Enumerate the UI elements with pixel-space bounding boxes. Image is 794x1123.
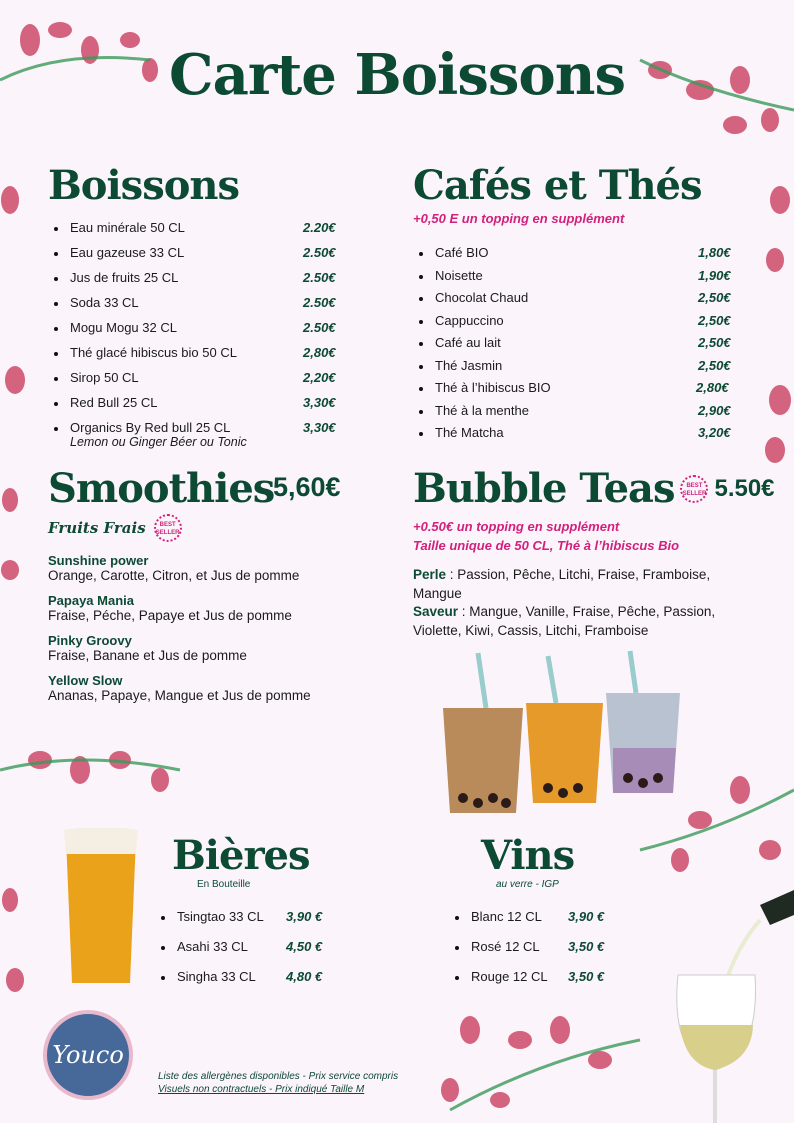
- item-name: Café au lait: [435, 335, 501, 350]
- item-name: Singha 33 CL: [177, 969, 256, 984]
- item-price: 3,50 €: [568, 969, 605, 984]
- list-item: [48, 270, 348, 295]
- saveur-label: Saveur: [413, 604, 459, 619]
- wine-glass-image: [660, 885, 794, 1123]
- smoothie-desc: Ananas, Papaye, Mangue et Jus de pomme: [48, 688, 311, 703]
- perle-flavors: : Passion, Pêche, Litchi, Fraise, Framboise, Mangue: [413, 567, 711, 601]
- vins-heading: Vins: [481, 832, 575, 879]
- smoothie-item: [48, 633, 368, 663]
- youco-logo: [43, 1010, 133, 1100]
- item-name: Thé Jasmin: [435, 357, 503, 373]
- item-name: Chocolat Chaud: [435, 290, 529, 305]
- smoothie-name: Pinky Groovy: [48, 633, 132, 648]
- smoothies-list: [48, 543, 368, 703]
- list-item: [48, 395, 348, 420]
- item-price: 2,80€: [696, 380, 729, 395]
- cafes-list: [413, 245, 743, 448]
- item-name: Jus de fruits 25 CL: [70, 270, 179, 285]
- item-price: 1,80€: [698, 245, 731, 260]
- saveur-flavors: : Mangue, Vanille, Fraise, Pêche, Passion, Violette, Kiwi, Cassis, Litchi, Framboise: [413, 604, 716, 638]
- item-price: 2,80€: [303, 345, 336, 360]
- list-item: [413, 358, 743, 381]
- best-seller-badge-icon: BEST SELLER: [680, 475, 708, 503]
- item-price: 2,50€: [698, 312, 731, 328]
- item-name: Thé glacé hibiscus bio 50 CL: [70, 345, 237, 360]
- bubble-saveur: [413, 603, 733, 640]
- page-title: Carte Boissons: [169, 42, 625, 108]
- list-item: [155, 969, 335, 999]
- vins-list: [449, 909, 629, 999]
- list-item: [449, 909, 629, 939]
- item-name: Mogu Mogu 32 CL: [70, 320, 177, 335]
- item-price: 3,30€: [303, 420, 336, 435]
- list-item: [413, 380, 743, 403]
- list-item: [413, 268, 743, 291]
- logo-text: Youco: [52, 1041, 124, 1069]
- item-name: Blanc 12 CL: [471, 909, 542, 924]
- bieres-subtitle: En Bouteille: [197, 879, 251, 890]
- item-price: 3,90 €: [568, 909, 605, 924]
- item-name: Tsingtao 33 CL: [177, 909, 264, 924]
- boissons-heading: Boissons: [48, 162, 240, 209]
- smoothie-desc: Fraise, Banane et Jus de pomme: [48, 648, 247, 663]
- list-item: [449, 969, 629, 999]
- item-price: 4,50 €: [286, 939, 323, 954]
- item-name: Sirop 50 CL: [70, 370, 139, 385]
- item-price: 2,50€: [698, 335, 731, 350]
- bieres-list: [155, 909, 335, 999]
- list-item: [48, 345, 348, 370]
- bubble-topping-note: +0.50€ un topping en supplément: [413, 519, 620, 534]
- item-price: 2,50€: [698, 357, 731, 373]
- item-name: Organics By Red bull 25 CL: [70, 420, 231, 435]
- footer-allergens: Liste des allergènes disponibles - Prix service compris: [158, 1071, 399, 1082]
- bubble-heading: Bubble Teas: [413, 465, 675, 512]
- list-item: [48, 295, 348, 320]
- list-item: [413, 290, 743, 313]
- bubble-price: 5.50€: [714, 474, 775, 502]
- perle-label: Perle: [413, 567, 447, 582]
- item-price: 2,20€: [303, 370, 336, 385]
- item-name: Cappuccino: [435, 312, 504, 328]
- smoothie-desc: Fraise, Péche, Papaye et Jus de pomme: [48, 608, 292, 623]
- smoothies-subtitle: Fruits Frais: [48, 519, 146, 537]
- item-name: Asahi 33 CL: [177, 939, 248, 954]
- item-price: 2.50€: [303, 295, 336, 310]
- item-price: 2.20€: [303, 220, 336, 235]
- item-name: Red Bull 25 CL: [70, 395, 158, 410]
- item-name: Thé à l’hibiscus BIO: [435, 380, 551, 395]
- item-price: 2.50€: [303, 245, 336, 260]
- vins-subtitle: au verre - IGP: [496, 879, 559, 890]
- item-price: 2.50€: [303, 270, 336, 285]
- smoothie-item: [48, 553, 368, 583]
- item-price: 3,20€: [698, 425, 731, 440]
- list-item: [155, 909, 335, 939]
- item-name: Eau minérale 50 CL: [70, 220, 185, 235]
- smoothies-price: 5,60€: [273, 472, 341, 502]
- list-item: [48, 420, 348, 456]
- list-item: [449, 939, 629, 969]
- bieres-heading: Bières: [172, 832, 310, 879]
- smoothie-name: Papaya Mania: [48, 593, 134, 608]
- smoothie-desc: Orange, Carotte, Citron, et Jus de pomme: [48, 568, 300, 583]
- list-item: [413, 425, 743, 448]
- bubble-size-note: Taille unique de 50 CL, Thé à l’hibiscus Bio: [413, 538, 680, 553]
- item-price: 2.50€: [303, 320, 336, 335]
- best-seller-badge-icon: BEST SELLER: [154, 514, 182, 542]
- list-item: [48, 245, 348, 270]
- bubble-tea-cups-image: [438, 648, 688, 818]
- list-item: [413, 245, 743, 268]
- bubble-perle: [413, 566, 733, 603]
- item-name: Thé Matcha: [435, 425, 504, 440]
- item-price: 3,50 €: [568, 939, 605, 954]
- boissons-list: [48, 220, 348, 456]
- list-item: [48, 370, 348, 395]
- item-price: 4,80 €: [286, 969, 323, 984]
- list-item: [155, 939, 335, 969]
- item-name: Rosé 12 CL: [471, 939, 540, 954]
- item-price: 1,90€: [698, 267, 731, 283]
- item-name: Rouge 12 CL: [471, 969, 548, 984]
- footer-disclaimer: Visuels non contractuels - Prix indiqué Taille M: [158, 1084, 365, 1095]
- cafes-topping-note: +0,50 E un topping en supplément: [413, 211, 625, 226]
- bubble-heading-row: [413, 465, 775, 512]
- item-name: Noisette: [435, 267, 483, 283]
- item-name: Soda 33 CL: [70, 295, 139, 310]
- smoothies-heading: Smoothies: [48, 465, 275, 512]
- list-item: [413, 313, 743, 336]
- item-name: Eau gazeuse 33 CL: [70, 245, 185, 260]
- smoothie-name: Sunshine power: [48, 553, 149, 568]
- smoothie-name: Yellow Slow: [48, 673, 123, 688]
- list-item: [413, 403, 743, 426]
- item-price: 3,30€: [303, 395, 336, 410]
- smoothies-subtitle-row: [48, 514, 182, 542]
- smoothie-item: [48, 673, 368, 703]
- list-item: [413, 335, 743, 358]
- cafes-heading: Cafés et Thés: [413, 162, 702, 209]
- smoothie-item: [48, 593, 368, 623]
- item-price: 2,50€: [698, 290, 731, 305]
- beer-glass-image: [62, 828, 140, 988]
- list-item: [48, 220, 348, 245]
- item-name: Café BIO: [435, 245, 489, 260]
- item-note: Lemon ou Ginger Béer ou Tonic: [70, 435, 247, 449]
- item-price: 3,90 €: [286, 909, 323, 924]
- item-name: Thé à la menthe: [435, 402, 529, 418]
- item-price: 2,90€: [698, 402, 731, 418]
- list-item: [48, 320, 348, 345]
